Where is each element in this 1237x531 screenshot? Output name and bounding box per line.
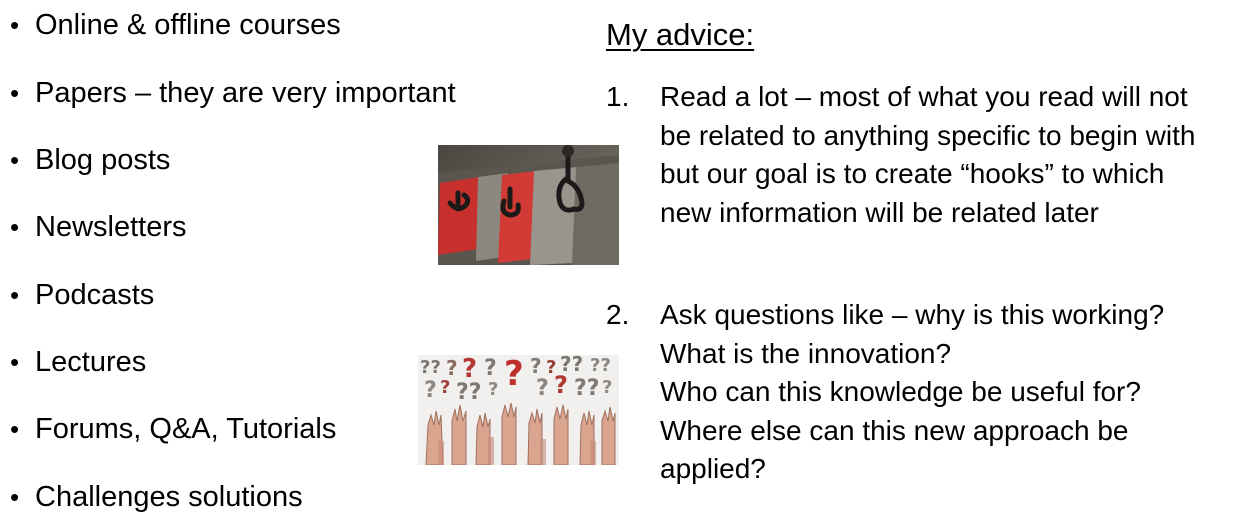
list-item [10,143,170,177]
list-item-label: Podcasts [35,279,155,311]
advice-line: Read a lot – most of what you read will not [660,81,1188,112]
list-item-label: Forums, Q&A, Tutorials [35,413,337,445]
list-item [10,278,154,312]
svg-text:??: ?? [590,355,611,376]
svg-text:?: ? [536,376,549,401]
advice-line: be related to anything specific to begin with [660,119,1196,151]
svg-text:??: ?? [456,380,482,405]
svg-text:?: ? [462,355,478,384]
bullet-icon: • [10,280,20,310]
bullet-icon: • [10,212,20,242]
advice-text [660,78,1237,232]
advice-number: 2. [606,299,630,330]
list-item [10,210,187,244]
svg-text:?: ? [504,355,524,394]
svg-text:?: ? [488,379,499,400]
list-item-label: Lectures [35,346,147,378]
advice-number: 1. [606,81,630,112]
svg-text:?: ? [484,356,497,381]
list-item-label: Newsletters [35,211,187,243]
bullet-icon: • [10,482,20,512]
raised-hands-question-marks-image [418,355,619,465]
list-item [10,345,146,379]
advice-line: applied? [660,453,766,484]
coat-hooks-icon [438,145,619,265]
list-item-label: Papers – they are very important [35,77,456,109]
svg-text:?: ? [602,377,613,398]
svg-text:??: ?? [574,376,600,401]
advice-text [660,296,1237,489]
list-item-label: Blog posts [35,144,171,176]
svg-text:?: ? [546,357,557,378]
bullet-icon: • [10,414,20,444]
list-item [10,412,336,446]
advice-heading: My advice: [606,17,755,52]
list-item-label: Challenges solutions [35,481,303,513]
coat-hooks-image [438,145,619,265]
svg-text:??: ?? [420,357,441,378]
svg-text:?: ? [440,377,451,398]
list-item [10,76,456,110]
advice-line: Who can this knowledge be useful for? [660,376,1141,407]
advice-line: Where else can this new approach be [660,414,1129,446]
advice-line: but our goal is to create “hooks” to which [660,158,1165,189]
advice-line: Ask questions like – why is this working? [660,299,1165,330]
bullet-icon: • [10,78,20,108]
svg-text:?: ? [554,371,568,399]
bullet-icon: • [10,347,20,377]
bullet-icon: • [10,145,20,175]
svg-text:??: ?? [560,355,584,376]
bullet-icon: • [10,10,20,40]
raised-hands-question-marks-icon [418,355,619,465]
list-item [10,8,341,42]
svg-text:?: ? [446,356,458,380]
svg-text:?: ? [530,355,542,378]
list-item [10,480,303,514]
advice-line: new information will be related later [660,196,1099,228]
advice-line: What is the innovation? [660,337,952,369]
svg-text:?: ? [424,378,437,403]
list-item-label: Online & offline courses [35,9,341,41]
